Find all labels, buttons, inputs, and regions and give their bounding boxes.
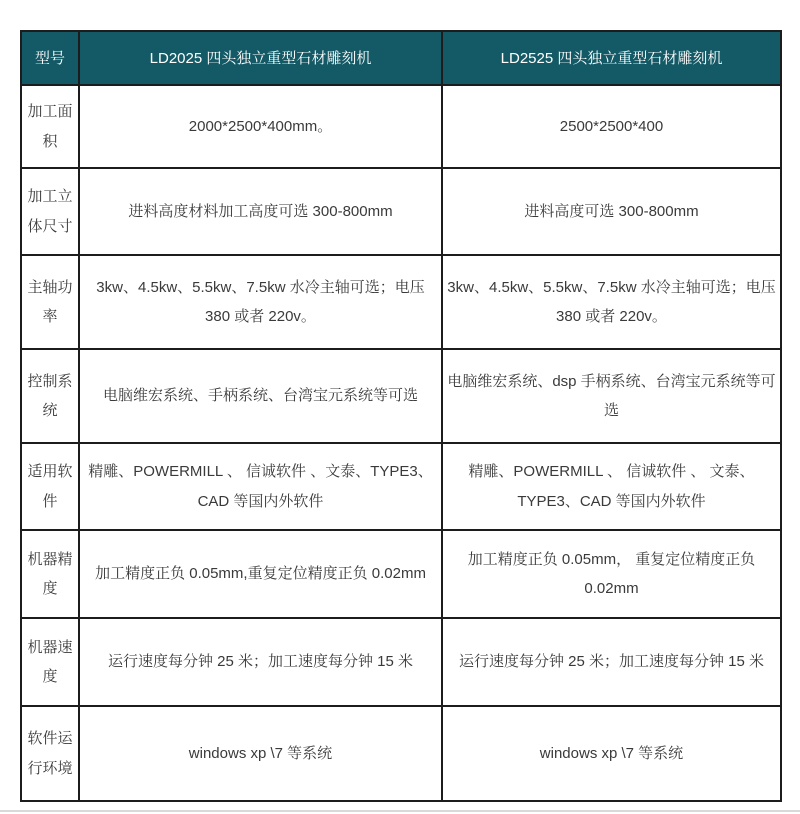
spec-label-cell: 机器速度 [21,618,79,706]
page-bottom-divider [0,810,800,812]
spec-value-cell: windows xp \7 等系统 [79,706,442,801]
table-row [21,349,781,443]
table-row [21,530,781,618]
table-row [21,85,781,168]
spec-value-cell: 精雕、POWERMILL 、 信诚软件 、文泰、TYPE3、CAD 等国内外软件 [79,443,442,530]
header-machine-ld2025: LD2025 四头独立重型石材雕刻机 [79,31,442,85]
table-row [21,255,781,349]
spec-label-cell: 加工面积 [21,85,79,168]
table-header-row [21,31,781,85]
spec-value-cell: 进料高度材料加工高度可选 300-800mm [79,168,442,255]
spec-value-cell: windows xp \7 等系统 [442,706,781,801]
spec-value-cell: 加工精度正负 0.05mm,重复定位精度正负 0.02mm [79,530,442,618]
machine-spec-table [20,30,782,802]
spec-value-cell: 运行速度每分钟 25 米；加工速度每分钟 15 米 [442,618,781,706]
spec-value-cell: 精雕、POWERMILL 、 信诚软件 、 文泰、TYPE3、CAD 等国内外软件 [442,443,781,530]
table-row [21,168,781,255]
spec-label-cell: 机器精度 [21,530,79,618]
spec-label-cell: 主轴功率 [21,255,79,349]
spec-label-cell: 适用软件 [21,443,79,530]
spec-label-cell: 加工立体尺寸 [21,168,79,255]
spec-value-cell: 电脑维宏系统、dsp 手柄系统、台湾宝元系统等可选 [442,349,781,443]
table-row [21,706,781,801]
spec-value-cell: 运行速度每分钟 25 米；加工速度每分钟 15 米 [79,618,442,706]
header-machine-ld2525: LD2525 四头独立重型石材雕刻机 [442,31,781,85]
spec-value-cell: 3kw、4.5kw、5.5kw、7.5kw 水冷主轴可选；电压 380 或者 220v。 [79,255,442,349]
spec-value-cell: 2000*2500*400mm。 [79,85,442,168]
table-row [21,443,781,530]
spec-value-cell: 进料高度可选 300-800mm [442,168,781,255]
table-row [21,618,781,706]
spec-value-cell: 加工精度正负 0.05mm， 重复定位精度正负 0.02mm [442,530,781,618]
spec-label-cell: 软件运行环境 [21,706,79,801]
spec-value-cell: 3kw、4.5kw、5.5kw、7.5kw 水冷主轴可选；电压 380 或者 220v。 [442,255,781,349]
spec-value-cell: 2500*2500*400 [442,85,781,168]
spec-value-cell: 电脑维宏系统、手柄系统、台湾宝元系统等可选 [79,349,442,443]
spec-label-cell: 控制系统 [21,349,79,443]
header-model-label: 型号 [21,31,79,85]
